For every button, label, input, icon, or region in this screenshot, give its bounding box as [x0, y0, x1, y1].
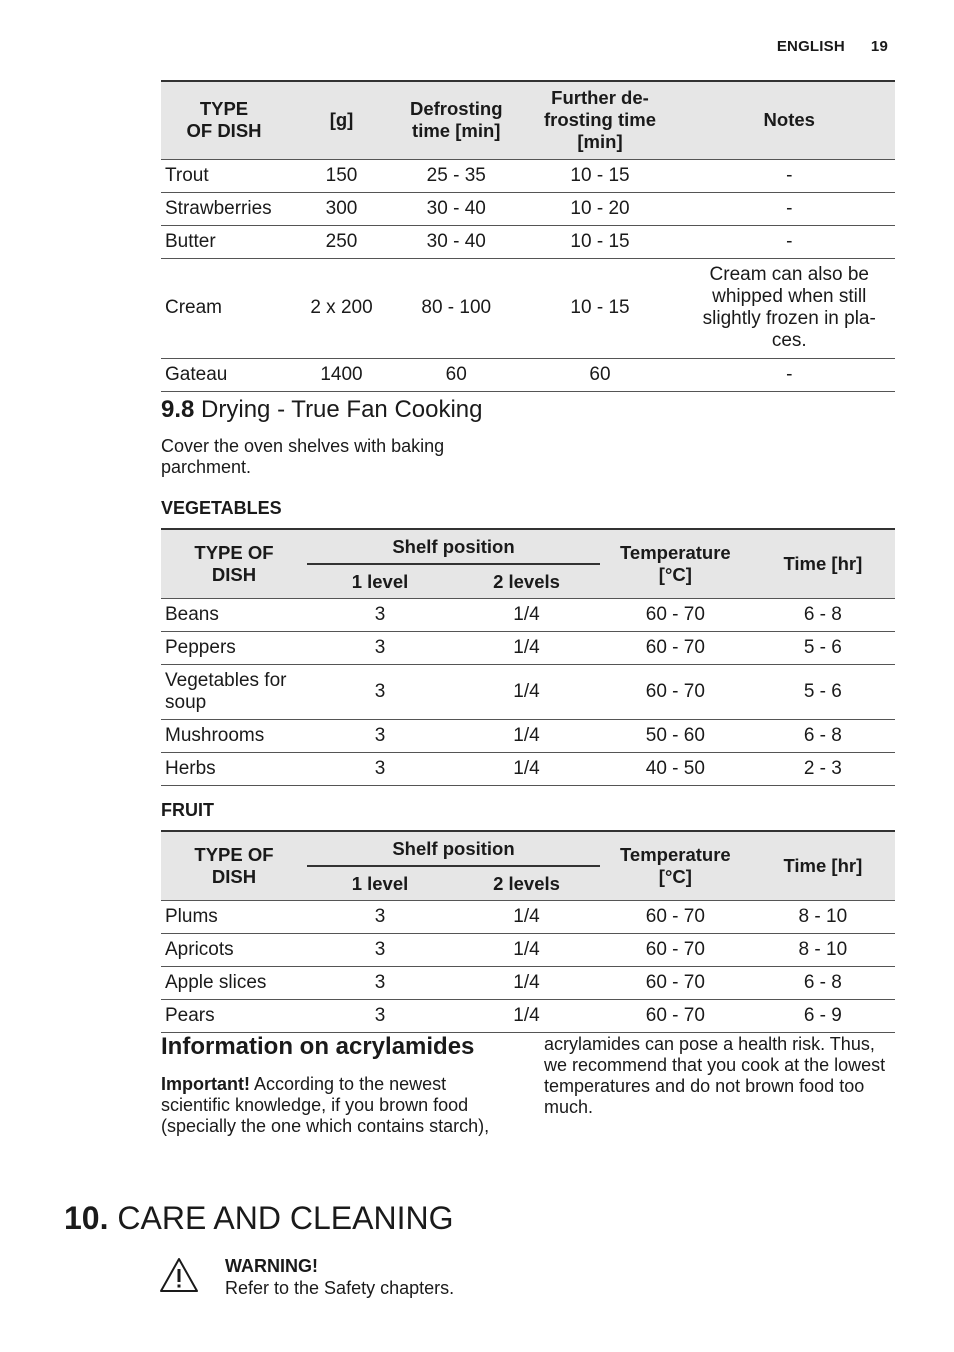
vegetables-label: VEGETABLES: [161, 498, 282, 518]
table-cell: 3: [307, 599, 453, 632]
table-cell: 1/4: [453, 632, 600, 665]
col-header-level2: 2 levels: [453, 866, 600, 901]
table-cell: 1/4: [453, 967, 600, 1000]
table-cell: 1/4: [453, 753, 600, 786]
table-row: [161, 967, 895, 1000]
table-cell: Vegetables for soup: [161, 665, 307, 720]
acrylamides-right-text: acrylamides can pose a health risk. Thus, we recommend that you cook at the lowest temperatures and do not brown food too much.: [544, 1034, 886, 1117]
col-header-notes: Notes: [684, 81, 896, 159]
table-cell: 3: [307, 1000, 453, 1033]
table-cell: 1/4: [453, 665, 600, 720]
col-header-temperature: Temperature [°C]: [600, 529, 751, 599]
vegetables-table: [161, 528, 895, 786]
table-cell: Apple slices: [161, 967, 307, 1000]
table-row: [161, 599, 895, 632]
col-header-shelf: Shelf position: [307, 529, 600, 564]
section-number: 9.8: [161, 396, 195, 423]
table-cell: 1/4: [453, 599, 600, 632]
table-cell: 60 - 70: [600, 632, 751, 665]
acrylamides-left-text: [161, 1074, 506, 1137]
table-header-row: [161, 831, 895, 866]
table-cell: 150: [287, 159, 396, 192]
table-cell: -: [684, 225, 896, 258]
acrylamides-text: According to the newest scientific knowledge, if you brown food (specially the one which contains starch),: [161, 1074, 490, 1136]
chapter-title: CARE AND CLEANING: [117, 1200, 454, 1236]
table-row: [161, 901, 895, 934]
table-cell: Cream: [161, 258, 287, 358]
table-cell: Beans: [161, 599, 307, 632]
table-cell: 1/4: [453, 934, 600, 967]
table-row: [161, 192, 895, 225]
table-cell: Mushrooms: [161, 720, 307, 753]
table-row: [161, 753, 895, 786]
table-row: [161, 159, 895, 192]
table-cell: 6 - 8: [751, 599, 895, 632]
fruit-table: [161, 830, 895, 1033]
acrylamides-heading: Information on acrylamides: [161, 1033, 475, 1060]
table-row: [161, 225, 895, 258]
col-header-level1: 1 level: [307, 866, 453, 901]
table-cell: 6 - 8: [751, 967, 895, 1000]
table-cell: 25 - 35: [396, 159, 517, 192]
table-cell: Butter: [161, 225, 287, 258]
table-cell: Peppers: [161, 632, 307, 665]
table-cell: 50 - 60: [600, 720, 751, 753]
section-intro: Cover the oven shelves with baking parchment.: [161, 436, 445, 477]
col-header-level2: 2 levels: [453, 564, 600, 599]
table-cell: 1/4: [453, 901, 600, 934]
col-header-weight: [g]: [287, 81, 396, 159]
table-row: [161, 358, 895, 391]
table-cell-notes: Cream can also be whipped when still slightly frozen in pla-ces.: [684, 258, 896, 358]
table-cell: 1/4: [453, 720, 600, 753]
table-cell: 30 - 40: [396, 225, 517, 258]
table-cell: 250: [287, 225, 396, 258]
table-cell: 8 - 10: [751, 934, 895, 967]
important-label: Important!: [161, 1074, 250, 1094]
table-cell: 60: [517, 358, 684, 391]
table-cell: 8 - 10: [751, 901, 895, 934]
table-cell: Plums: [161, 901, 307, 934]
col-header-type: TYPE OF DISH: [161, 831, 307, 901]
col-header-time: Time [hr]: [751, 529, 895, 599]
col-header-shelf: Shelf position: [307, 831, 600, 866]
section-title: Drying - True Fan Cooking: [201, 396, 483, 423]
table-cell: 6 - 9: [751, 1000, 895, 1033]
col-header-defrost-time: Defrosting time [min]: [396, 81, 517, 159]
table-cell: -: [684, 358, 896, 391]
table-cell: 6 - 8: [751, 720, 895, 753]
defrost-table: [161, 80, 895, 392]
table-cell: 60 - 70: [600, 1000, 751, 1033]
table-cell: 3: [307, 720, 453, 753]
table-cell: 1400: [287, 358, 396, 391]
table-cell: 10 - 15: [517, 258, 684, 358]
warning-label: WARNING!: [225, 1256, 318, 1276]
table-cell: 10 - 15: [517, 225, 684, 258]
header-page-number: 19: [870, 38, 888, 55]
header-language: ENGLISH: [776, 38, 845, 55]
table-cell: 3: [307, 967, 453, 1000]
table-cell: 10 - 20: [517, 192, 684, 225]
fruit-label: FRUIT: [161, 800, 214, 820]
warning-text: Refer to the Safety chapters.: [225, 1278, 455, 1298]
warning-icon: [159, 1256, 199, 1299]
table-row: [161, 934, 895, 967]
table-cell: 60 - 70: [600, 665, 751, 720]
page-header: [751, 38, 888, 55]
table-cell: 60 - 70: [600, 967, 751, 1000]
table-cell: 3: [307, 753, 453, 786]
table-cell: 1/4: [453, 1000, 600, 1033]
table-cell: -: [684, 159, 896, 192]
table-header-row: [161, 81, 895, 159]
table-cell: -: [684, 192, 896, 225]
table-cell: 3: [307, 901, 453, 934]
table-cell: 60 - 70: [600, 599, 751, 632]
col-header-further-defrost: Further de-frosting time [min]: [517, 81, 684, 159]
table-cell: 300: [287, 192, 396, 225]
table-cell: Strawberries: [161, 192, 287, 225]
table-cell: 10 - 15: [517, 159, 684, 192]
table-cell: 3: [307, 934, 453, 967]
table-cell: 5 - 6: [751, 632, 895, 665]
table-cell: 2 x 200: [287, 258, 396, 358]
table-cell: 80 - 100: [396, 258, 517, 358]
chapter-number: 10.: [64, 1200, 109, 1236]
table-cell: 30 - 40: [396, 192, 517, 225]
table-cell: 40 - 50: [600, 753, 751, 786]
table-cell: 5 - 6: [751, 665, 895, 720]
table-cell: Gateau: [161, 358, 287, 391]
chapter-heading-10: [64, 1200, 453, 1237]
section-heading-9-8: [161, 396, 483, 424]
table-cell: 60 - 70: [600, 901, 751, 934]
col-header-temperature: Temperature [°C]: [600, 831, 751, 901]
col-header-type: TYPE OF DISH: [161, 81, 287, 159]
table-row: [161, 632, 895, 665]
table-cell: 60 - 70: [600, 934, 751, 967]
table-cell: Pears: [161, 1000, 307, 1033]
table-cell: 3: [307, 665, 453, 720]
col-header-time: Time [hr]: [751, 831, 895, 901]
table-row: [161, 720, 895, 753]
table-header-row: [161, 529, 895, 564]
col-header-level1: 1 level: [307, 564, 453, 599]
table-row: [161, 258, 895, 358]
table-cell: Trout: [161, 159, 287, 192]
table-cell: Herbs: [161, 753, 307, 786]
table-cell: 60: [396, 358, 517, 391]
col-header-type: TYPE OF DISH: [161, 529, 307, 599]
table-cell: 3: [307, 632, 453, 665]
table-row: [161, 1000, 895, 1033]
table-cell: 2 - 3: [751, 753, 895, 786]
table-row: [161, 665, 895, 720]
table-cell: Apricots: [161, 934, 307, 967]
